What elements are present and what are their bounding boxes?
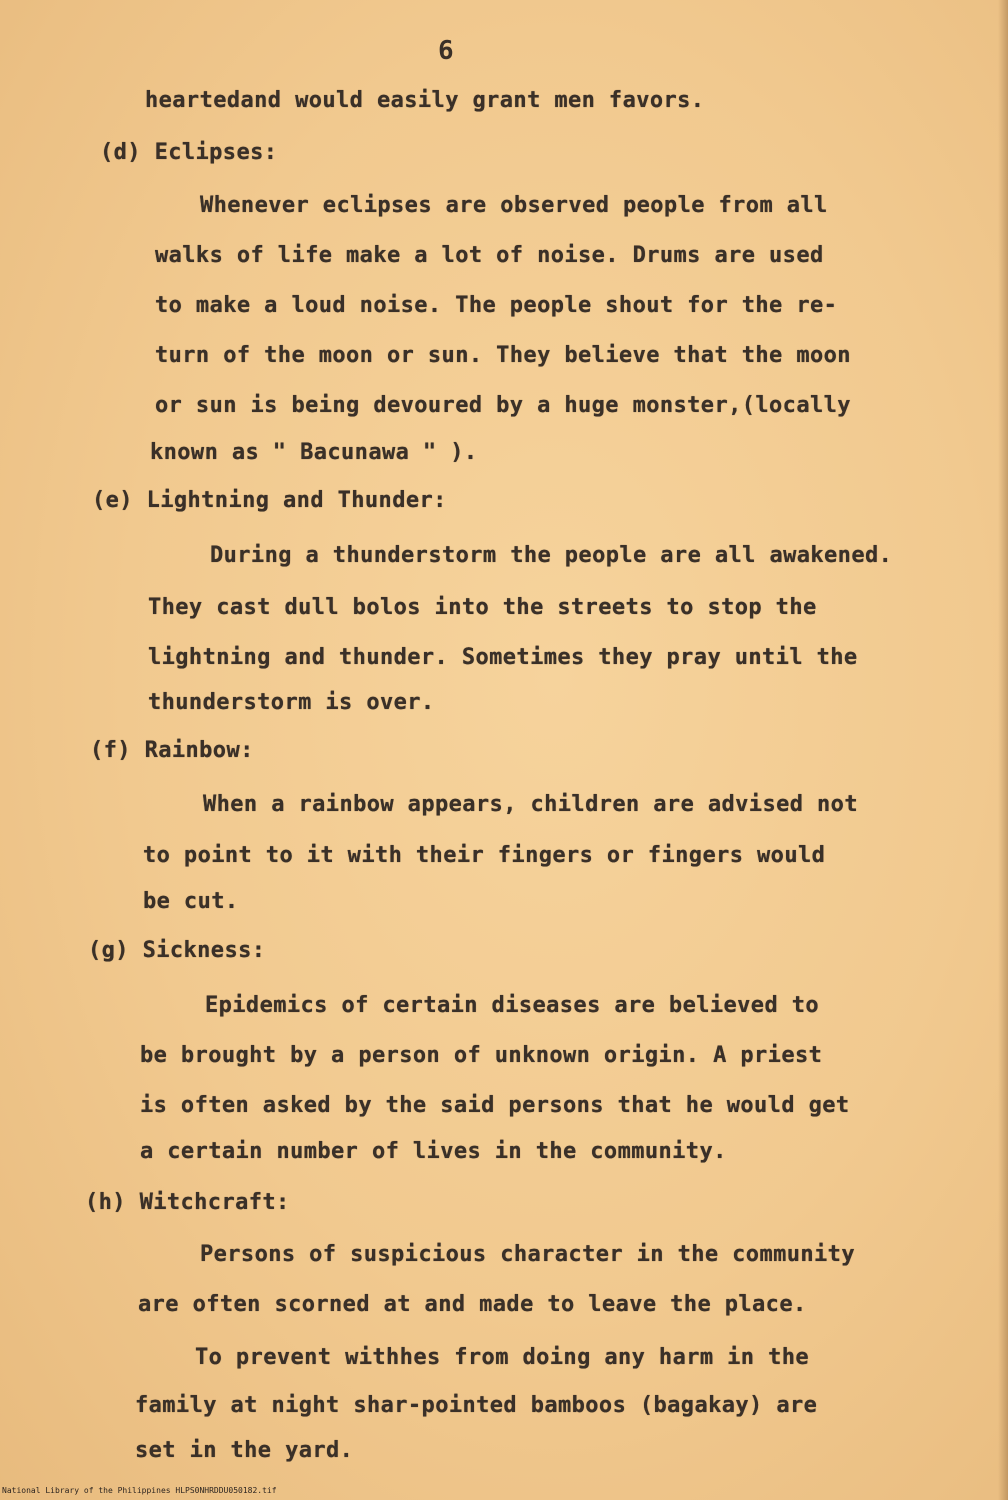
text-line: is often asked by the said persons that he would get bbox=[140, 1093, 850, 1118]
text-line: To prevent withhes from doing any harm in the bbox=[195, 1345, 810, 1370]
section-heading-eclipses: (d) Eclipses: bbox=[100, 140, 278, 165]
text-line: Epidemics of certain diseases are believed to bbox=[205, 993, 820, 1018]
section-heading-lightning: (e) Lightning and Thunder: bbox=[92, 488, 447, 513]
text-line: to make a loud noise. The people shout for the re- bbox=[155, 293, 838, 318]
text-line: lightning and thunder. Sometimes they pray until the bbox=[148, 645, 858, 670]
text-line: known as " Bacunawa " ). bbox=[150, 440, 478, 465]
text-line: to point to it with their fingers or fingers would bbox=[143, 843, 826, 868]
text-line: Persons of suspicious character in the community bbox=[200, 1242, 855, 1267]
text-line: walks of life make a lot of noise. Drums are used bbox=[155, 243, 824, 268]
text-line: Whenever eclipses are observed people from all bbox=[200, 193, 828, 218]
text-line: a certain number of lives in the community. bbox=[140, 1139, 727, 1164]
text-line: During a thunderstorm the people are all awakened. bbox=[210, 543, 893, 568]
page-edge-shadow bbox=[998, 0, 1008, 1500]
text-line: are often scorned at and made to leave the place. bbox=[138, 1292, 807, 1317]
text-line: family at night shar-pointed bamboos (bagakay) are bbox=[135, 1393, 818, 1418]
text-line: turn of the moon or sun. They believe that the moon bbox=[155, 343, 851, 368]
page-number: 6 bbox=[438, 36, 454, 66]
text-line: When a rainbow appears, children are advised not bbox=[203, 792, 858, 817]
text-line: be cut. bbox=[143, 889, 239, 914]
text-line: set in the yard. bbox=[135, 1438, 354, 1463]
text-line: or sun is being devoured by a huge monster,(locally bbox=[155, 393, 851, 418]
scan-footer: National Library of the Philippines HLPS0NHRDDU050182.tif bbox=[2, 1486, 277, 1495]
text-line: heartedand would easily grant men favors. bbox=[145, 88, 705, 113]
section-heading-rainbow: (f) Rainbow: bbox=[90, 738, 254, 763]
section-heading-sickness: (g) Sickness: bbox=[88, 938, 266, 963]
text-line: They cast dull bolos into the streets to stop the bbox=[148, 595, 817, 620]
text-line: thunderstorm is over. bbox=[148, 690, 435, 715]
text-line: be brought by a person of unknown origin. A priest bbox=[140, 1043, 823, 1068]
section-heading-witchcraft: (h) Witchcraft: bbox=[85, 1190, 290, 1215]
